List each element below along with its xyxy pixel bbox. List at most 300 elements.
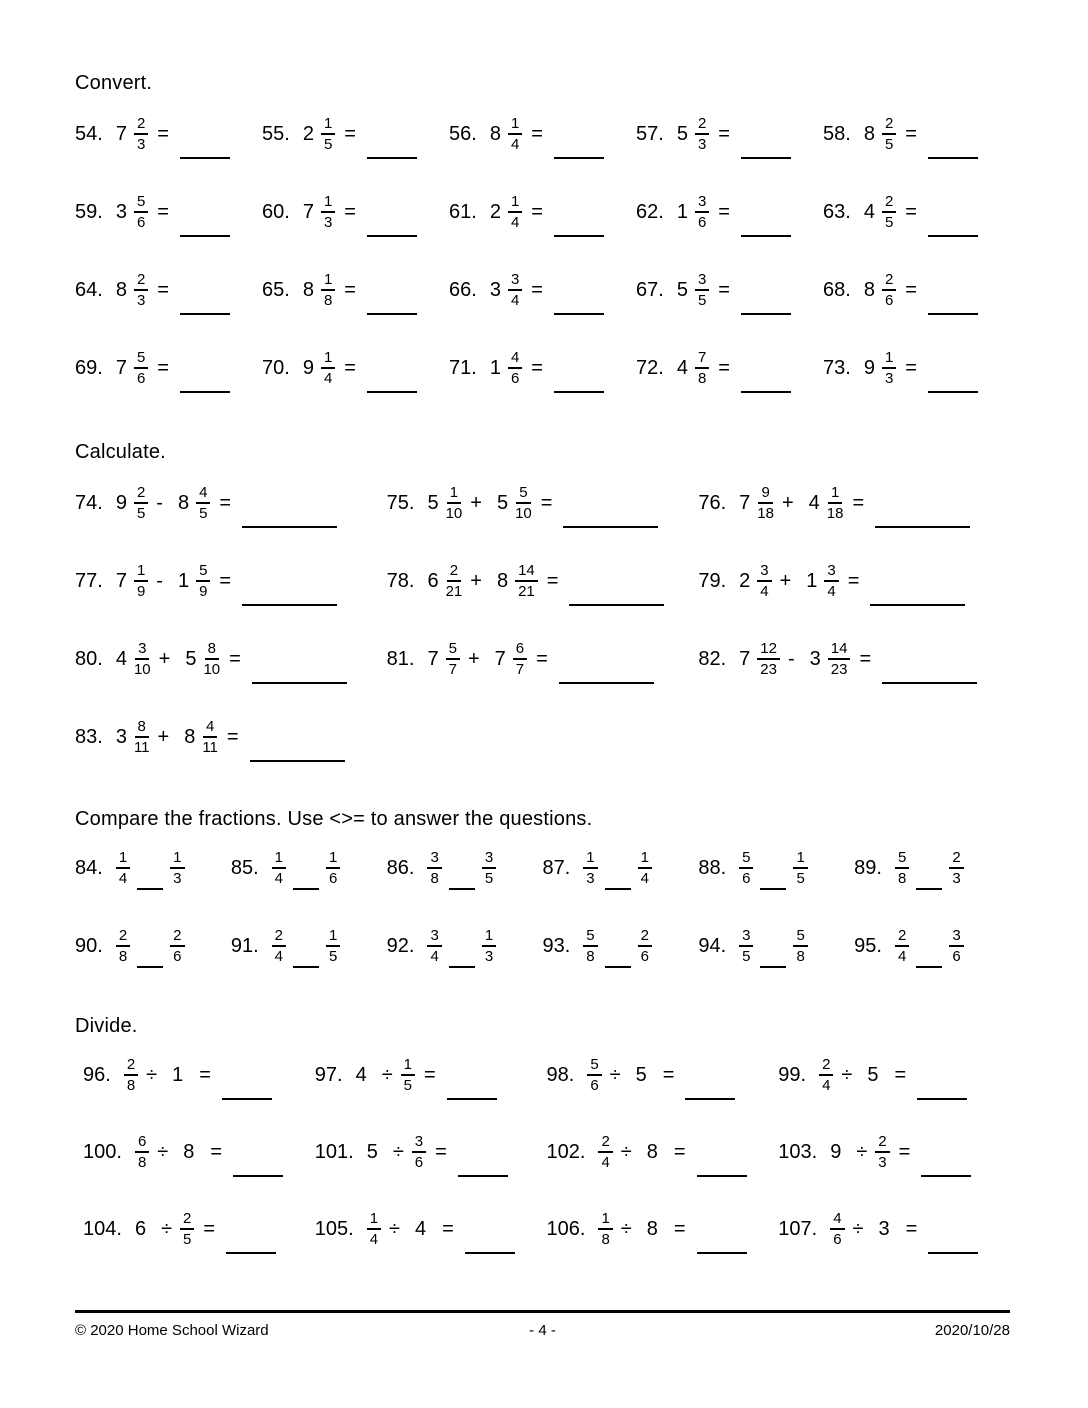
problem-number: 96. (83, 1063, 111, 1086)
answer-blank[interactable] (458, 1175, 508, 1177)
denominator: 23 (760, 661, 777, 678)
expression (895, 927, 964, 966)
answer-blank[interactable] (697, 1252, 747, 1254)
numerator: 1 (367, 1210, 381, 1230)
numerator: 1 (170, 849, 184, 869)
answer-blank[interactable] (367, 313, 417, 315)
fraction (321, 349, 335, 388)
fraction (202, 718, 218, 757)
equals-sign: = (859, 647, 872, 670)
problem-number: 103. (778, 1140, 818, 1163)
numerator: 1 (321, 349, 335, 369)
fraction (134, 193, 148, 232)
answer-blank[interactable] (741, 313, 791, 315)
whole-number: 4 (415, 1217, 427, 1240)
answer-blank[interactable] (741, 391, 791, 393)
whole-number: 3 (809, 647, 821, 670)
compare-problem (75, 843, 231, 893)
numerator: 3 (949, 927, 963, 947)
comparison-answer-blank[interactable] (760, 888, 786, 890)
calculate-problem (387, 556, 699, 606)
numerator: 2 (598, 1133, 612, 1153)
fraction (446, 640, 460, 679)
numerator: 2 (134, 484, 148, 504)
denominator: 10 (445, 505, 463, 522)
answer-blank[interactable] (882, 682, 977, 684)
expression (272, 927, 341, 966)
numerator: 6 (513, 640, 527, 660)
problem-number: 68. (823, 278, 851, 301)
whole-number: 5 (676, 122, 688, 145)
answer-blank[interactable] (563, 526, 658, 528)
answer-blank[interactable] (928, 313, 978, 315)
numerator: 4 (203, 718, 217, 738)
comparison-answer-blank[interactable] (137, 966, 163, 968)
answer-blank[interactable] (741, 157, 791, 159)
compare-problem (854, 843, 1010, 893)
expression (864, 349, 978, 388)
equals-sign: = (662, 1063, 675, 1086)
fraction (895, 927, 909, 966)
divide-problem (547, 1050, 779, 1100)
problem-number: 82. (698, 647, 727, 670)
problem-number: 78. (386, 569, 415, 592)
equals-sign: = (718, 278, 730, 301)
denominator: 5 (136, 505, 146, 522)
numerator: 5 (583, 927, 597, 947)
answer-blank[interactable] (554, 157, 604, 159)
answer-blank[interactable] (697, 1175, 747, 1177)
comparison-answer-blank[interactable] (916, 888, 942, 890)
answer-blank[interactable] (928, 391, 978, 393)
whole-number: 9 (115, 491, 127, 514)
whole-number: 6 (427, 569, 439, 592)
fraction (124, 1056, 138, 1095)
numerator: 2 (875, 1133, 889, 1153)
denominator: 4 (827, 583, 836, 600)
answer-blank[interactable] (242, 526, 337, 528)
comparison-answer-blank[interactable] (293, 966, 319, 968)
convert-problem (262, 343, 449, 393)
numerator: 3 (695, 193, 709, 213)
operator: - (156, 491, 163, 514)
fraction (949, 849, 963, 888)
numerator: 4 (508, 349, 522, 369)
problem-number: 84. (75, 856, 103, 879)
expression (490, 271, 604, 310)
fraction (196, 562, 210, 601)
answer-blank[interactable] (928, 235, 978, 237)
denominator: 3 (878, 1154, 887, 1171)
answer-blank[interactable] (233, 1175, 283, 1177)
answer-blank[interactable] (180, 157, 230, 159)
problem-number: 106. (546, 1217, 586, 1240)
numerator: 5 (516, 484, 530, 504)
fraction (326, 849, 340, 888)
problem-number: 70. (262, 356, 290, 379)
answer-blank[interactable] (180, 391, 230, 393)
equals-sign: = (718, 356, 730, 379)
fraction (134, 640, 151, 679)
whole-number: 5 (427, 491, 439, 514)
equals-sign: = (229, 647, 241, 670)
calculate-problem (698, 634, 1010, 684)
denominator: 8 (323, 292, 333, 309)
fraction (203, 640, 220, 679)
answer-blank[interactable] (180, 235, 230, 237)
comparison-answer-blank[interactable] (605, 888, 631, 890)
numerator: 1 (116, 849, 130, 869)
numerator: 3 (757, 562, 771, 582)
divide-problem (83, 1204, 315, 1254)
denominator: 6 (173, 948, 182, 965)
numerator: 4 (196, 484, 210, 504)
convert-problem (449, 109, 636, 159)
fraction (134, 271, 148, 310)
fraction (515, 562, 538, 601)
problem-number: 91. (230, 934, 259, 957)
expression (598, 1210, 746, 1249)
problem-number: 74. (75, 491, 103, 514)
answer-blank[interactable] (222, 1098, 272, 1100)
denominator: 9 (136, 583, 146, 600)
whole-number: 4 (863, 200, 875, 223)
whole-number: 3 (489, 278, 501, 301)
section-convert (75, 72, 1010, 393)
fraction (895, 849, 909, 888)
numerator: 5 (134, 349, 148, 369)
numerator: 3 (739, 927, 753, 947)
comparison-answer-blank[interactable] (449, 966, 475, 968)
answer-blank[interactable] (554, 391, 604, 393)
denominator: 8 (586, 948, 595, 965)
answer-blank[interactable] (685, 1098, 735, 1100)
denominator: 8 (697, 370, 707, 387)
numerator: 3 (824, 562, 838, 582)
problem-number: 57. (636, 122, 664, 145)
whole-number: 8 (302, 278, 314, 301)
section-heading-convert: Convert. (75, 72, 153, 94)
footer-copyright: © 2020 Home School Wizard (75, 1322, 269, 1339)
denominator: 5 (328, 948, 338, 965)
equals-sign: = (435, 1140, 447, 1163)
convert-problem (636, 343, 823, 393)
section-divide (75, 1015, 1010, 1254)
convert-problem (636, 109, 823, 159)
expression (427, 849, 496, 888)
fraction (882, 193, 896, 232)
equals-sign: = (203, 1217, 216, 1240)
division-sign: ÷ (381, 1063, 393, 1086)
footer-date: 2020/10/28 (934, 1322, 1010, 1339)
expression (116, 640, 347, 679)
fraction (508, 193, 522, 232)
comparison-answer-blank[interactable] (137, 888, 163, 890)
answer-blank[interactable] (226, 1252, 276, 1254)
answer-blank[interactable] (180, 313, 230, 315)
fraction (949, 927, 963, 966)
calculate-problem (698, 556, 1010, 606)
page-footer (75, 1310, 1010, 1339)
fraction (515, 484, 532, 523)
equals-sign: = (898, 1140, 911, 1163)
denominator: 5 (183, 1231, 192, 1248)
answer-blank[interactable] (928, 157, 978, 159)
answer-blank[interactable] (569, 604, 664, 606)
problem-number: 56. (449, 122, 477, 145)
whole-number: 7 (115, 569, 127, 592)
denominator: 10 (133, 661, 151, 678)
numerator: 1 (321, 115, 335, 135)
whole-number: 5 (867, 1063, 879, 1086)
operator: + (467, 647, 480, 670)
fraction (134, 115, 148, 154)
numerator: 5 (587, 1056, 601, 1076)
compare-problem (231, 843, 387, 893)
divide-problem (778, 1204, 1010, 1254)
denominator: 4 (822, 1077, 831, 1094)
denominator: 18 (757, 505, 774, 522)
comparison-answer-blank[interactable] (760, 966, 786, 968)
numerator: 12 (757, 640, 780, 660)
numerator: 14 (515, 562, 538, 582)
fraction (739, 849, 753, 888)
whole-number: 7 (427, 647, 439, 670)
denominator: 6 (697, 214, 707, 231)
expression (739, 849, 808, 888)
comparison-answer-blank[interactable] (916, 966, 942, 968)
problem-number: 92. (386, 934, 415, 957)
denominator: 21 (518, 583, 535, 600)
equals-sign: = (905, 1217, 918, 1240)
expression (739, 640, 977, 679)
numerator: 1 (326, 849, 340, 869)
equals-sign: = (894, 1063, 907, 1086)
answer-blank[interactable] (367, 157, 417, 159)
division-sign: ÷ (841, 1063, 853, 1086)
expression (272, 849, 341, 888)
numerator: 5 (895, 849, 909, 869)
expression (356, 1056, 497, 1095)
fraction (367, 1210, 381, 1249)
equals-sign: = (847, 569, 860, 592)
expression (490, 193, 604, 232)
numerator: 1 (638, 849, 652, 869)
answer-blank[interactable] (917, 1098, 967, 1100)
problem-number: 86. (386, 856, 415, 879)
fraction (882, 349, 896, 388)
problem-number: 71. (449, 356, 477, 379)
denominator: 6 (510, 370, 520, 387)
problem-number: 60. (262, 200, 290, 223)
problem-number: 99. (778, 1063, 807, 1086)
denominator: 4 (760, 583, 769, 600)
numerator: 3 (427, 927, 441, 947)
whole-number: 8 (863, 278, 875, 301)
numerator: 2 (882, 193, 896, 213)
whole-number: 3 (878, 1217, 890, 1240)
expression (367, 1210, 515, 1249)
whole-number: 1 (172, 1063, 184, 1086)
denominator: 5 (323, 136, 333, 153)
compare-problem (698, 921, 854, 971)
denominator: 6 (884, 292, 894, 309)
expression (864, 193, 978, 232)
answer-blank[interactable] (367, 391, 417, 393)
numerator: 5 (793, 927, 807, 947)
equals-sign: = (157, 356, 169, 379)
answer-blank[interactable] (741, 235, 791, 237)
fraction (401, 1056, 415, 1095)
denominator: 6 (952, 948, 961, 965)
answer-blank[interactable] (447, 1098, 497, 1100)
fraction (427, 849, 441, 888)
answer-blank[interactable] (250, 760, 345, 762)
convert-problem (75, 265, 262, 315)
whole-number: 8 (115, 278, 127, 301)
operator: + (470, 569, 482, 592)
numerator: 2 (895, 927, 909, 947)
operator: - (156, 569, 163, 592)
numerator: 14 (828, 640, 851, 660)
expression (116, 349, 230, 388)
denominator: 7 (515, 661, 525, 678)
denominator: 23 (830, 661, 848, 678)
whole-number: 7 (302, 200, 314, 223)
fraction (326, 927, 340, 966)
numerator: 3 (135, 640, 149, 660)
answer-blank[interactable] (875, 526, 970, 528)
operator: + (470, 491, 482, 514)
expression (116, 849, 185, 888)
numerator: 1 (583, 849, 597, 869)
problem-number: 77. (75, 569, 103, 592)
problem-number: 89. (854, 856, 882, 879)
fraction (321, 193, 335, 232)
division-sign: ÷ (620, 1140, 632, 1163)
denominator: 5 (884, 136, 894, 153)
whole-number: 8 (863, 122, 875, 145)
fraction (793, 927, 807, 966)
operator: + (158, 647, 171, 670)
fraction (695, 349, 709, 388)
answer-blank[interactable] (554, 313, 604, 315)
problem-number: 63. (823, 200, 851, 223)
answer-blank[interactable] (252, 682, 347, 684)
answer-blank[interactable] (921, 1175, 971, 1177)
fraction (321, 271, 335, 310)
numerator: 1 (508, 193, 522, 213)
fraction (508, 271, 522, 310)
fraction (272, 927, 286, 966)
expression (739, 562, 965, 601)
fraction (170, 849, 184, 888)
whole-number: 4 (808, 491, 820, 514)
answer-blank[interactable] (242, 604, 337, 606)
numerator: 4 (830, 1210, 844, 1230)
whole-number: 8 (496, 569, 509, 592)
numerator: 9 (758, 484, 772, 504)
compare-problem (387, 921, 543, 971)
fraction (882, 271, 896, 310)
answer-blank[interactable] (870, 604, 965, 606)
convert-problem (75, 343, 262, 393)
denominator: 6 (640, 948, 649, 965)
convert-problem (75, 109, 262, 159)
denominator: 8 (118, 948, 128, 965)
numerator: 1 (321, 271, 335, 291)
problem-number: 73. (823, 356, 851, 379)
comparison-answer-blank[interactable] (293, 888, 319, 890)
calculate-problem (75, 634, 387, 684)
equals-sign: = (852, 491, 865, 514)
fraction (695, 115, 709, 154)
compare-problem-list (75, 843, 1010, 971)
whole-number: 4 (355, 1063, 367, 1086)
whole-number: 8 (646, 1217, 658, 1240)
denominator: 3 (484, 948, 494, 965)
answer-blank[interactable] (554, 235, 604, 237)
comparison-answer-blank[interactable] (449, 888, 475, 890)
comparison-answer-blank[interactable] (605, 966, 631, 968)
divide-problem (315, 1050, 547, 1100)
fraction (828, 640, 851, 679)
denominator: 5 (697, 292, 707, 309)
denominator: 5 (199, 505, 208, 522)
numerator: 3 (695, 271, 709, 291)
answer-blank[interactable] (465, 1252, 515, 1254)
answer-blank[interactable] (559, 682, 654, 684)
numerator: 2 (124, 1056, 138, 1076)
numerator: 1 (828, 484, 842, 504)
expression (830, 1133, 971, 1172)
denominator: 10 (203, 661, 221, 678)
expression (116, 484, 337, 523)
footer-page-number: - 4 - (529, 1322, 556, 1339)
denominator: 6 (833, 1231, 842, 1248)
expression (303, 193, 417, 232)
compare-problem (387, 843, 543, 893)
whole-number: 8 (177, 491, 190, 514)
expression (587, 1056, 735, 1095)
expression (677, 115, 791, 154)
fraction (134, 349, 148, 388)
convert-problem (449, 265, 636, 315)
whole-number: 8 (646, 1140, 658, 1163)
division-sign: ÷ (157, 1140, 169, 1163)
denominator: 3 (952, 870, 961, 887)
answer-blank[interactable] (928, 1252, 978, 1254)
fraction (134, 484, 148, 523)
numerator: 7 (695, 349, 709, 369)
denominator: 4 (601, 1154, 610, 1171)
numerator: 2 (447, 562, 461, 582)
answer-blank[interactable] (367, 235, 417, 237)
problem-number: 94. (698, 934, 727, 957)
denominator: 10 (515, 505, 532, 522)
operator: + (157, 725, 170, 748)
divide-problem (315, 1127, 547, 1177)
problem-number: 75. (386, 491, 415, 514)
fraction (134, 718, 150, 757)
numerator: 1 (447, 484, 461, 504)
numerator: 8 (135, 718, 149, 738)
expression (677, 271, 791, 310)
numerator: 6 (135, 1133, 149, 1153)
problem-number: 85. (230, 856, 259, 879)
denominator: 4 (640, 870, 649, 887)
convert-problem (823, 343, 1010, 393)
